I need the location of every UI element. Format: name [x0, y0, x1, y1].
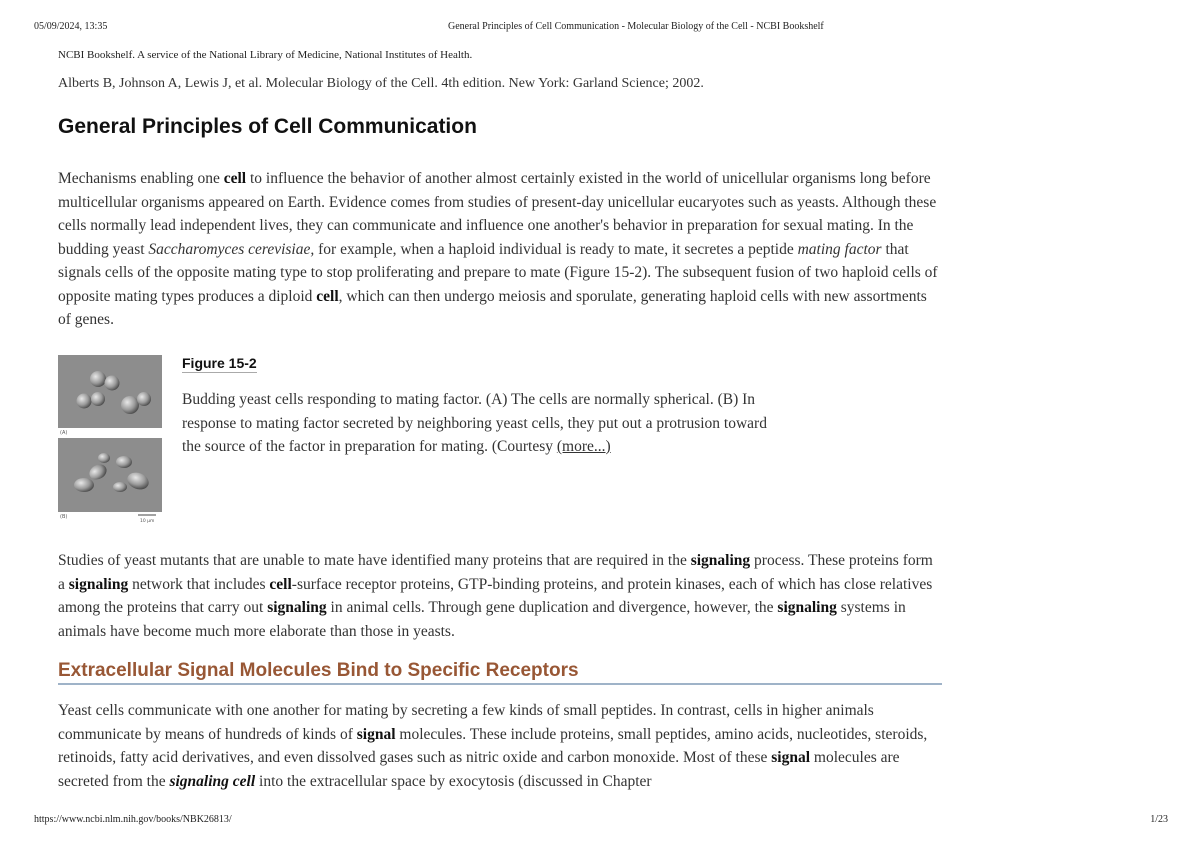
bookshelf-notice: NCBI Bookshelf. A service of the National Library of Medicine, National Institutes of Health.	[58, 49, 473, 61]
section-heading: Extracellular Signal Molecules Bind to Specific Receptors	[58, 660, 942, 685]
yeast-cell-a6	[137, 392, 151, 406]
yeast-cell-b6	[113, 482, 127, 492]
yeast-cell-a5	[121, 396, 139, 414]
citation: Alberts B, Johnson A, Lewis J, et al. Molecular Biology of the Cell. 4th edition. New York: Garland Science; 2002.	[58, 76, 704, 91]
panel-b-label: (B)	[60, 514, 68, 520]
yeast-cell-b4	[116, 456, 132, 468]
paragraph-signal-molecules: Yeast cells communicate with one another for mating by secreting a few kinds of small peptides. In contrast, cells in higher animals communicate by means of hundreds of kinds of signal molecules. These include proteins, small peptides, amino acids, nucleotides, steroids, retinoids, fatty acid derivatives, and even dissolved gases such as nitric oxide and carbon monoxide. Most of these signal molecules are secreted from the signaling cell into the extracellular space by exocytosis (discussed in Chapter	[58, 702, 928, 790]
yeast-cell-a2	[105, 376, 120, 391]
yeast-cell-b3	[98, 453, 110, 463]
figure-thumbnail[interactable]	[58, 355, 162, 523]
scale-label: 10 μm	[140, 519, 155, 523]
panel-a-label: (A)	[60, 430, 68, 436]
figure-label[interactable]: Figure 15-2	[182, 355, 257, 371]
yeast-cell-a3	[77, 394, 92, 409]
more-link[interactable]: (more...)	[556, 438, 611, 455]
figure-caption: Budding yeast cells responding to mating factor. (A) The cells are normally spherical. (B) In response to mating factor secreted by neighboring yeast cells, they put out a protrusion toward the source of the factor in preparation for mating. (Courtesy (more...)	[182, 391, 767, 455]
yeast-cell-a1	[90, 371, 106, 387]
yeast-cell-a4	[91, 392, 105, 406]
print-url: https://www.ncbi.nlm.nih.gov/books/NBK26813/	[34, 814, 232, 825]
print-page-title: General Principles of Cell Communication - Molecular Biology of the Cell - NCBI Bookshelf	[448, 21, 824, 32]
print-page-number: 1/23	[1150, 814, 1168, 825]
paragraph-intro: Mechanisms enabling one cell to influence the behavior of another almost certainly existed in the world of unicellular organisms long before multicellular organisms appeared on Earth. Evidence comes from studies of present-day unicellular eucaryotes such as yeasts. Although these cells normally lead independent lives, they can communicate and influence one another's behavior in preparation for sexual mating. In the budding yeast Saccharomyces cerevisiae, for example, when a haploid individual is ready to mate, it secretes a peptide mating factor that signals cells of the opposite mating type to stop proliferating and prepare to mate (Figure 15-2). The subsequent fusion of two haploid cells of opposite mating types produces a diploid cell, which can then undergo meiosis and sporulate, generating haploid cells with new assortments of genes.	[58, 170, 938, 328]
page-title: General Principles of Cell Communication	[58, 115, 477, 138]
yeast-cell-b1	[74, 478, 94, 492]
print-date: 05/09/2024, 13:35	[34, 21, 108, 32]
paragraph-yeast-mutants: Studies of yeast mutants that are unable to mate have identified many proteins that are required in the signaling process. These proteins form a signaling network that includes cell-surface receptor proteins, GTP-binding proteins, and protein kinases, each of which has close relatives among the proteins that carry out signaling in animal cells. Through gene duplication and divergence, however, the signaling systems in animals have become much more elaborate than those in yeasts.	[58, 552, 933, 640]
